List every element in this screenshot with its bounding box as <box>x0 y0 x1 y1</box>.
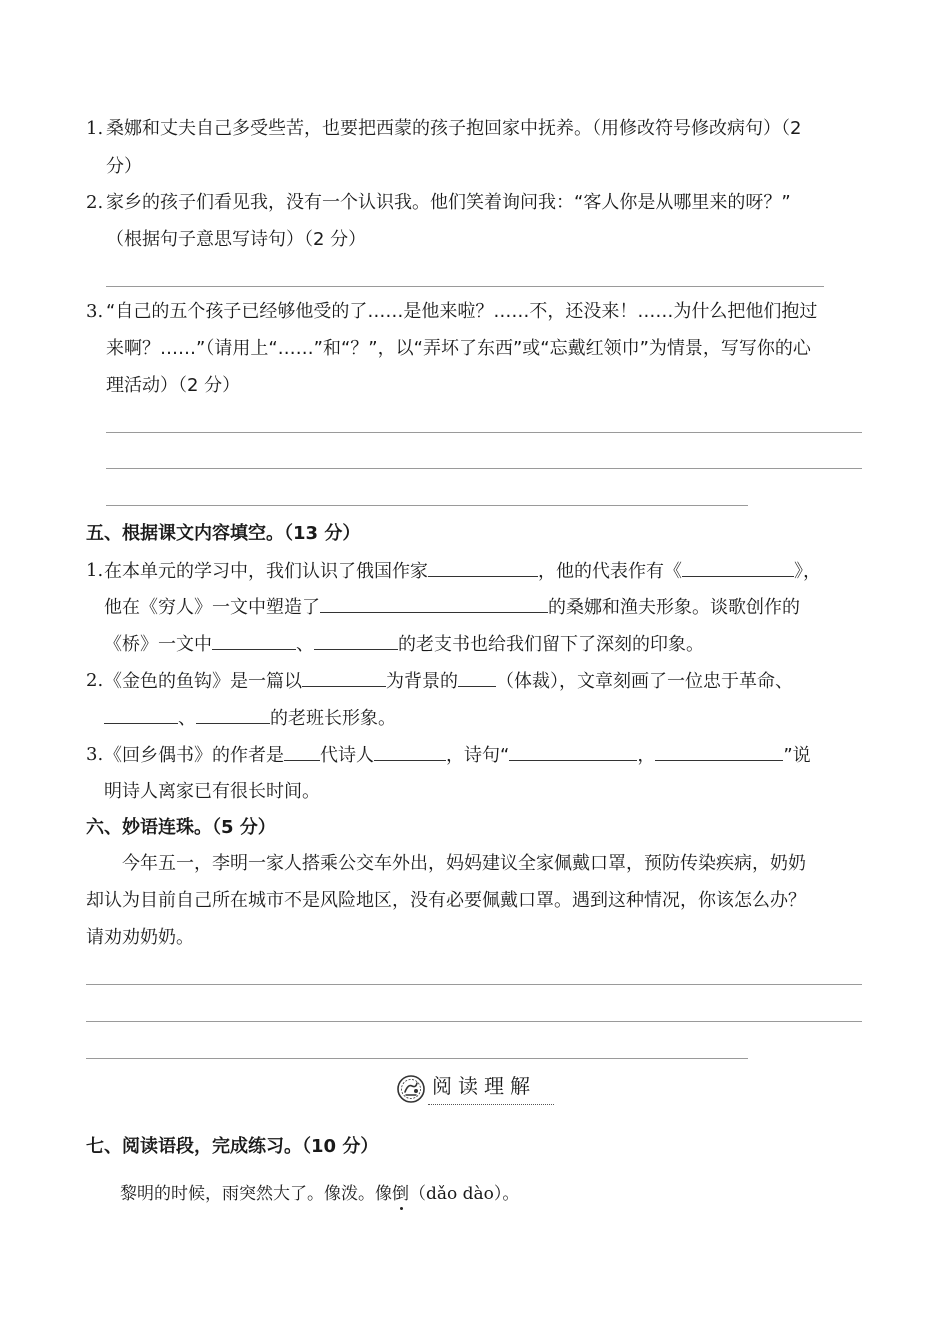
s5-item3-line-1 <box>104 744 811 767</box>
s5-item3-line-2: 明诗人离家已有很长时间。 <box>104 781 320 802</box>
q2-answer-line[interactable] <box>106 286 824 287</box>
blank-secretary-trait-2[interactable] <box>314 633 398 650</box>
section6-paragraph-line-1: 今年五一，李明一家人搭乘公交车外出，妈妈建议全家佩戴口罩，预防传染疾病，奶奶 <box>122 853 806 874</box>
s5-item1-text-c: 》， <box>794 561 821 582</box>
blank-monitor-trait-2[interactable] <box>196 707 270 724</box>
s5-item2-text-d: 、 <box>178 708 196 729</box>
s5-item2-number: 2. <box>86 670 104 691</box>
blank-masterpiece[interactable] <box>682 560 794 577</box>
section7-passage-line-1 <box>120 1183 519 1205</box>
s5-item1-number: 1. <box>86 560 104 581</box>
q1-line-2: 分） <box>106 156 142 177</box>
s5-item2-line-2 <box>104 707 396 730</box>
blank-character-trait[interactable] <box>320 596 548 613</box>
s5-item3-text-d: ， <box>637 745 656 766</box>
q2-line-2: （根据句子意思写诗句）（2 分） <box>106 229 367 250</box>
reading-section-title: 阅读理解 <box>432 1074 536 1098</box>
s5-item1-text-f: 《桥》一文中 <box>104 634 212 655</box>
passage-text-b: （dǎo dào）。 <box>409 1184 520 1204</box>
s5-item1-text-h: 的老支书也给我们留下了深刻的印象。 <box>398 634 704 655</box>
q1-line-1: 桑娜和丈夫自己多受些苦，也要把西蒙的孩子抱回家中抚养。（用修改符号修改病句）（2 <box>106 118 802 139</box>
q3-answer-line-2[interactable] <box>106 468 862 469</box>
s5-item3-number: 3. <box>86 744 104 765</box>
q1-number: 1. <box>86 118 104 139</box>
s5-item1-line-2 <box>104 596 800 619</box>
section6-paragraph-line-3: 请劝劝奶奶。 <box>86 927 194 948</box>
blank-poet[interactable] <box>374 744 446 761</box>
q3-answer-line-3[interactable] <box>106 505 748 506</box>
section6-paragraph-line-2: 却认为目前自己所在城市不是风险地区，没有必要佩戴口罩。遇到这种情况，你该怎么办？ <box>86 890 806 911</box>
q3-answer-line-1[interactable] <box>106 432 862 433</box>
reading-badge-icon <box>396 1074 426 1104</box>
s5-item1-text-e: 的桑娜和渔夫形象。谈歌创作的 <box>548 597 800 618</box>
s5-item1-text-b: ，他的代表作有《 <box>538 561 682 582</box>
section7-title: 七、阅读语段，完成练习。（10 分） <box>86 1136 379 1157</box>
q3-line-3: 理活动）（2 分） <box>106 375 241 396</box>
s5-item2-text-e: 的老班长形象。 <box>270 708 396 729</box>
s5-item2-line-1 <box>104 670 793 693</box>
s5-item2-text-b: 为背景的 <box>386 671 458 692</box>
s6-answer-line-2[interactable] <box>86 1021 862 1022</box>
section5-title: 五、根据课文内容填空。（13 分） <box>86 523 361 544</box>
section6-title: 六、妙语连珠。（5 分） <box>86 817 276 838</box>
s5-item3-text-a: 《回乡偶书》的作者是 <box>104 745 284 766</box>
s5-item3-text-b: 代诗人 <box>320 745 374 766</box>
s6-answer-line-3[interactable] <box>86 1058 748 1059</box>
q2-line-1: 家乡的孩子们看见我，没有一个认识我。他们笑着询问我：“客人你是从哪里来的呀？” <box>106 192 791 213</box>
blank-author[interactable] <box>428 560 538 577</box>
q3-line-2: 来啊？……”（请用上“……”和“？”，以“弄坏了东西”或“忘戴红领巾”为情景，写写你的心 <box>106 338 811 359</box>
s5-item2-text-a: 《金色的鱼钩》是一篇以 <box>104 671 302 692</box>
s5-item2-text-c: （体裁），文章刻画了一位忠于革命、 <box>496 671 793 692</box>
s5-item3-text-e: ”说 <box>783 745 811 766</box>
blank-secretary-trait-1[interactable] <box>212 633 296 650</box>
q3-line-1: “自己的五个孩子已经够他受的了……是他来啦？……不，还没来！……为什么把他们抱过 <box>106 301 818 322</box>
blank-background[interactable] <box>302 670 386 687</box>
blank-monitor-trait-1[interactable] <box>104 707 178 724</box>
passage-dotted-char: 倒 <box>392 1184 409 1204</box>
s5-item1-text-d: 他在《穷人》一文中塑造了 <box>104 597 320 618</box>
s6-answer-line-1[interactable] <box>86 984 862 985</box>
s5-item3-text-c: ，诗句“ <box>446 745 510 766</box>
q2-number: 2. <box>86 192 104 213</box>
s5-item1-line-3 <box>104 633 704 656</box>
s5-item1-text-g: 、 <box>296 634 314 655</box>
blank-dynasty[interactable] <box>284 744 320 761</box>
q3-number: 3. <box>86 301 104 322</box>
s5-item1-text-a: 在本单元的学习中，我们认识了俄国作家 <box>104 561 428 582</box>
s5-item1-line-1 <box>104 560 821 583</box>
passage-text-a: 黎明的时候，雨突然大了。像泼。像 <box>120 1184 392 1204</box>
blank-verse-1[interactable] <box>509 744 637 761</box>
blank-verse-2[interactable] <box>655 744 783 761</box>
reading-title-underline <box>428 1104 554 1105</box>
blank-genre[interactable] <box>458 670 496 687</box>
